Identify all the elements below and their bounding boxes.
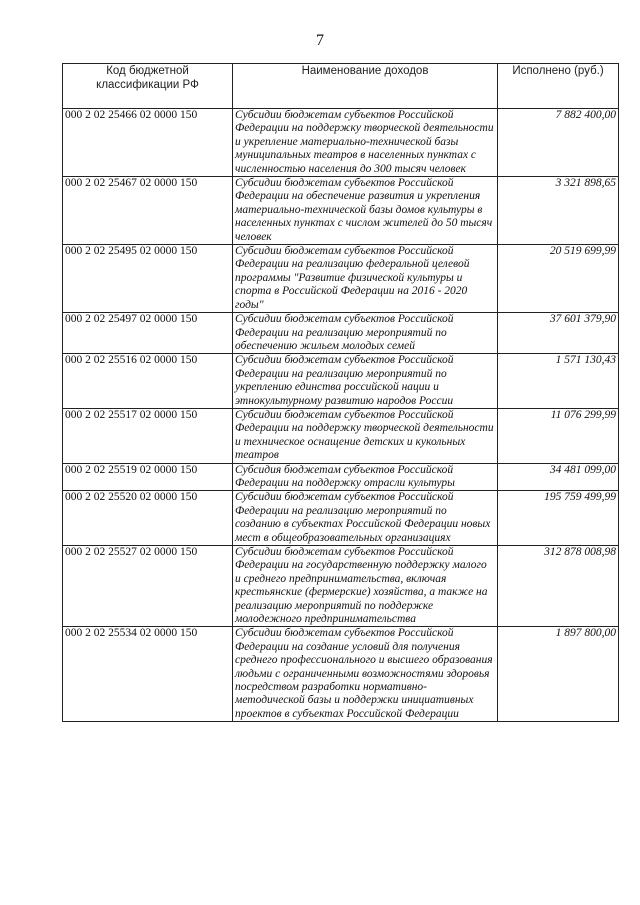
row-code: 000 2 02 25467 02 0000 150 [63, 177, 233, 245]
row-code: 000 2 02 25495 02 0000 150 [63, 245, 233, 313]
row-name: Субсидии бюджетам субъектов Российской Федерации на создание условий для получения среднего профессионального и высшего образования людьми с ограниченными возможностями здоровья посредством разработки нормативно-методической базы и поддержки инициативных проектов в субъектах Российской Федерации [233, 627, 498, 722]
table-row [63, 408, 619, 463]
table-body [63, 109, 619, 722]
row-amount: 1 571 130,43 [498, 354, 619, 409]
row-name: Субсидии бюджетам субъектов Российской Федерации на реализацию мероприятий по укреплению единства российской нации и этнокультурному развитию народов России [233, 354, 498, 409]
row-amount: 1 897 800,00 [498, 627, 619, 722]
table-row [63, 627, 619, 722]
header-code: Код бюджетной классификации РФ [63, 64, 233, 109]
row-code: 000 2 02 25527 02 0000 150 [63, 546, 233, 627]
header-amount: Исполнено (руб.) [498, 64, 619, 109]
row-amount: 11 076 299,99 [498, 408, 619, 463]
table-row [63, 546, 619, 627]
row-code: 000 2 02 25516 02 0000 150 [63, 354, 233, 409]
row-name: Субсидии бюджетам субъектов Российской Федерации на реализацию федеральной целевой программы "Развитие физической культуры и спорта в Российской Федерации на 2016 - 2020 годы" [233, 245, 498, 313]
row-code: 000 2 02 25497 02 0000 150 [63, 313, 233, 354]
row-amount: 20 519 699,99 [498, 245, 619, 313]
row-code: 000 2 02 25517 02 0000 150 [63, 408, 233, 463]
table-row [63, 354, 619, 409]
table-row [63, 313, 619, 354]
row-code: 000 2 02 25534 02 0000 150 [63, 627, 233, 722]
row-amount: 37 601 379,90 [498, 313, 619, 354]
row-name: Субсидия бюджетам субъектов Российской Федерации на поддержку отрасли культуры [233, 463, 498, 491]
header-name: Наименование доходов [233, 64, 498, 109]
table-row [63, 245, 619, 313]
row-name: Субсидии бюджетам субъектов Российской Федерации на реализацию мероприятий по обеспечению жильем молодых семей [233, 313, 498, 354]
row-amount: 34 481 099,00 [498, 463, 619, 491]
table-header [63, 64, 619, 109]
row-name: Субсидии бюджетам субъектов Российской Федерации на поддержку творческой деятельности и техническое оснащение детских и кукольных театров [233, 408, 498, 463]
page-number: 7 [316, 32, 324, 49]
row-amount: 312 878 008,98 [498, 546, 619, 627]
table-row [63, 491, 619, 546]
row-code: 000 2 02 25466 02 0000 150 [63, 109, 233, 177]
row-amount: 7 882 400,00 [498, 109, 619, 177]
row-code: 000 2 02 25519 02 0000 150 [63, 463, 233, 491]
header-row [63, 64, 619, 109]
row-amount: 3 321 898,65 [498, 177, 619, 245]
row-name: Субсидии бюджетам субъектов Российской Федерации на реализацию мероприятий по созданию в субъектах Российской Федерации новых мест в общеобразовательных организациях [233, 491, 498, 546]
table-row [63, 177, 619, 245]
row-code: 000 2 02 25520 02 0000 150 [63, 491, 233, 546]
row-amount: 195 759 499,99 [498, 491, 619, 546]
row-name: Субсидии бюджетам субъектов Российской Федерации на государственную поддержку малого и среднего предпринимательства, включая крестьянские (фермерские) хозяйства, а также на реализацию мероприятий по поддержке молодежного предпринимательства [233, 546, 498, 627]
row-name: Субсидии бюджетам субъектов Российской Федерации на поддержку творческой деятельности и укрепление материально-технической базы муниципальных театров в населенных пунктах с численностью населения до 300 тысяч человек [233, 109, 498, 177]
table-row [63, 109, 619, 177]
revenue-table [62, 63, 619, 722]
table-row [63, 463, 619, 491]
row-name: Субсидии бюджетам субъектов Российской Федерации на обеспечение развития и укрепления материально-технической базы домов культуры в населенных пунктах с числом жителей до 50 тысяч человек [233, 177, 498, 245]
